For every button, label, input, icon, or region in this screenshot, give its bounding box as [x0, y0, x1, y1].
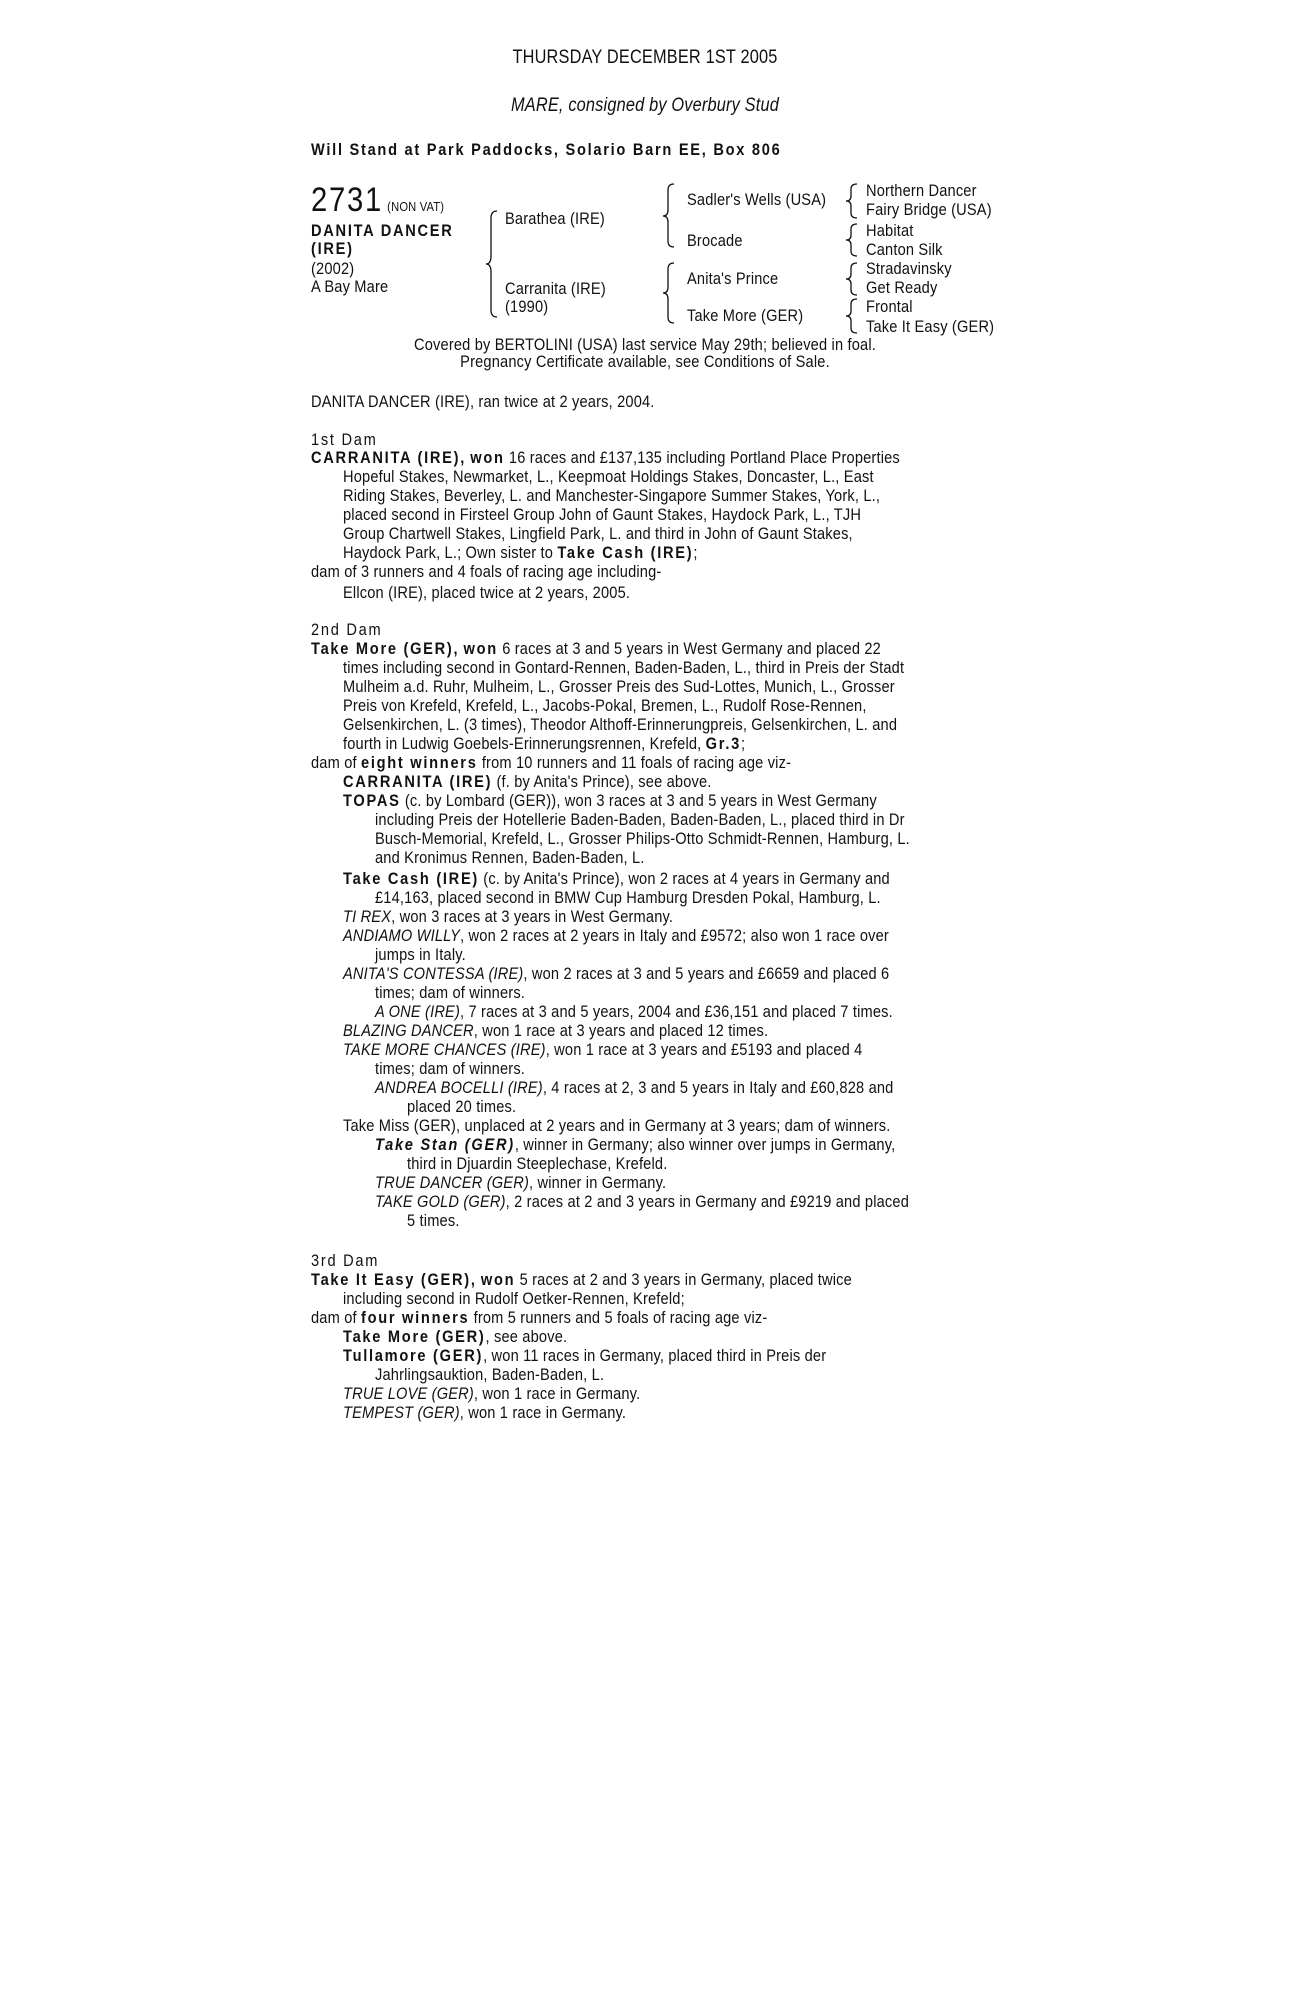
- second-dam-line2: times including second in Gontard-Rennen, Baden-Baden, L., third in Preis der Stadt: [343, 658, 905, 677]
- produce-ti-rex: [343, 907, 673, 926]
- first-dam-heading: 1st Dam: [311, 430, 378, 449]
- pedigree-dam-dam: Take More (GER): [687, 306, 804, 325]
- produce-name: TAKE GOLD (GER): [375, 1192, 506, 1211]
- pedigree-ggdam-2: Canton Silk: [866, 240, 943, 259]
- pedigree-brace-gg3: [846, 262, 858, 296]
- second-dam-line6-end: ;: [741, 734, 746, 753]
- produce-andrea-bocelli-line2: placed 20 times.: [407, 1097, 517, 1116]
- dam-of-label: dam of: [311, 753, 357, 772]
- produce-text: , see above.: [485, 1327, 568, 1346]
- winners-count: eight winners: [360, 753, 478, 772]
- produce-name: BLAZING DANCER: [343, 1021, 474, 1040]
- pedigree-brace-gg1: [846, 183, 858, 219]
- pedigree-ggdam-3: Get Ready: [866, 278, 938, 297]
- produce-text: (c. by Anita's Prince), won 2 races at 4 years in Germany and: [483, 869, 890, 888]
- second-dam-heading: 2nd Dam: [311, 620, 383, 639]
- produce-name: A ONE (IRE): [375, 1002, 461, 1021]
- pedigree-brace-gg2: [846, 223, 858, 257]
- produce-a-one: [375, 1002, 893, 1021]
- second-dam-line6-text: fourth in Ludwig Goebels-Erinnerungsrennen, Krefeld,: [343, 734, 702, 753]
- second-dam-line1: [311, 639, 881, 658]
- produce-text: , 2 races at 2 and 3 years in Germany and £9219 and placed: [505, 1192, 910, 1211]
- produce-name: ANDIAMO WILLY: [343, 926, 461, 945]
- second-dam-line3: Mulheim a.d. Ruhr, Mulheim, L., Grosser Preis des Sud-Lottes, Munich, L., Grosser: [343, 677, 895, 696]
- won-label: won: [463, 639, 498, 658]
- produce-anitas-contessa-line2: times; dam of winners.: [375, 983, 526, 1002]
- produce-topas-line4: and Kronimus Rennen, Baden-Baden, L.: [375, 848, 645, 867]
- produce-take-stan: [375, 1135, 895, 1154]
- produce-andiamo-willy: [343, 926, 889, 945]
- third-dam-line1: [311, 1270, 852, 1289]
- produce-text: , won 1 race in Germany.: [459, 1403, 627, 1422]
- consignment-line: MARE, consigned by Overbury Stud: [511, 95, 779, 116]
- produce-text: , won 11 races in Germany, placed third in Preis der: [483, 1346, 827, 1365]
- own-sister-name: Take Cash (IRE): [557, 543, 694, 562]
- produce-name: TAKE MORE CHANCES (IRE): [343, 1040, 546, 1059]
- first-dam-line1: [311, 448, 900, 467]
- third-dam-line2: including second in Rudolf Oetker-Rennen, Krefeld;: [343, 1289, 685, 1308]
- produce-text: , 7 races at 3 and 5 years, 2004 and £36,151 and placed 7 times.: [460, 1002, 893, 1021]
- horse-name-suffix: (IRE): [311, 239, 354, 258]
- winners-count: four winners: [360, 1308, 470, 1327]
- horse-name: DANITA DANCER: [311, 221, 454, 240]
- pedigree-brace-gg4: [846, 298, 858, 334]
- produce-name: Tullamore (GER): [343, 1346, 484, 1365]
- second-dam-line6: [343, 734, 745, 753]
- produce-tullamore: [343, 1346, 826, 1365]
- pedigree-brace-sire-dam: [486, 210, 498, 318]
- produce-topas-line3: Busch-Memorial, Krefeld, L., Grosser Philips-Otto Schmidt-Rennen, Hamburg, L.: [375, 829, 910, 848]
- dam-of-label: dam of: [311, 1308, 357, 1327]
- location-line: Will Stand at Park Paddocks, Solario Barn EE, Box 806: [311, 140, 782, 159]
- first-dam-name: CARRANITA (IRE),: [311, 448, 467, 467]
- produce-text: , 4 races at 2, 3 and 5 years in Italy and £60,828 and: [542, 1078, 894, 1097]
- dam-of-rest: from 5 runners and 5 foals of racing age viz-: [473, 1308, 768, 1327]
- produce-text: , winner in Germany; also winner over jumps in Germany,: [514, 1135, 896, 1154]
- second-dam-produce-summary: [311, 753, 791, 772]
- first-dam-line6-end: ;: [693, 543, 698, 562]
- produce-name: TRUE LOVE (GER): [343, 1384, 474, 1403]
- first-dam-line2: Hopeful Stakes, Newmarket, L., Keepmoat Holdings Stakes, Doncaster, L., East: [343, 467, 874, 486]
- produce-name: TI REX: [343, 907, 392, 926]
- first-dam-line6-text: Haydock Park, L.; Own sister to: [343, 543, 554, 562]
- vat-status: (NON VAT): [387, 199, 445, 214]
- produce-text: , won 1 race in Germany.: [473, 1384, 641, 1403]
- pedigree-ggsire-1: Northern Dancer: [866, 181, 977, 200]
- first-dam-produce-summary: dam of 3 runners and 4 foals of racing age including-: [311, 562, 662, 581]
- produce-topas: [343, 791, 877, 810]
- pedigree-sire: Barathea (IRE): [505, 209, 605, 228]
- pedigree-brace-dam-line: [663, 262, 675, 324]
- foaling-year: (2002): [311, 259, 355, 278]
- produce-take-cash-line2: £14,163, placed second in BMW Cup Hamburg Dresden Pokal, Hamburg, L.: [375, 888, 881, 907]
- third-dam-name: Take It Easy (GER),: [311, 1270, 477, 1289]
- produce-blazing-dancer: [343, 1021, 768, 1040]
- horse-record: DANITA DANCER (IRE), ran twice at 2 years, 2004.: [311, 392, 655, 411]
- produce-name: CARRANITA (IRE): [343, 772, 493, 791]
- pedigree-ggsire-3: Stradavinsky: [866, 259, 952, 278]
- first-dam-line3: Riding Stakes, Beverley, L. and Manchester-Singapore Summer Stakes, York, L.,: [343, 486, 881, 505]
- third-dam-heading: 3rd Dam: [311, 1251, 380, 1270]
- won-label: won: [480, 1270, 516, 1289]
- produce-name: TRUE DANCER (GER): [375, 1173, 530, 1192]
- cover-note: Covered by BERTOLINI (USA) last service May 29th; believed in foal.: [414, 335, 876, 354]
- produce-name: TEMPEST (GER): [343, 1403, 460, 1422]
- pedigree-ggsire-2: Habitat: [866, 221, 914, 240]
- produce-take-cash: [343, 869, 890, 888]
- sale-date: THURSDAY DECEMBER 1ST 2005: [512, 47, 778, 68]
- lot-heading: [311, 182, 444, 218]
- produce-tullamore-line2: Jahrlingsauktion, Baden-Baden, L.: [375, 1365, 605, 1384]
- pedigree-ggsire-4: Frontal: [866, 297, 913, 316]
- produce-andiamo-willy-line2: jumps in Italy.: [375, 945, 466, 964]
- produce-take-stan-line2: third in Djuardin Steeplechase, Krefeld.: [407, 1154, 668, 1173]
- dam-of-rest: from 10 runners and 11 foals of racing age viz-: [481, 753, 792, 772]
- second-dam-text: 6 races at 3 and 5 years in West Germany and placed 22: [502, 639, 881, 658]
- produce-name: Take Stan (GER): [375, 1135, 515, 1154]
- first-dam-text: 16 races and £137,135 including Portland Place Properties: [508, 448, 900, 467]
- produce-take-gold-line2: 5 times.: [407, 1211, 460, 1230]
- produce-text: , won 2 races at 3 and 5 years and £6659 and placed 6: [523, 964, 890, 983]
- produce-name: Take Cash (IRE): [343, 869, 480, 888]
- produce-name: ANDREA BOCELLI (IRE): [375, 1078, 543, 1097]
- produce-take-miss: Take Miss (GER), unplaced at 2 years and in Germany at 3 years; dam of winners.: [343, 1116, 891, 1135]
- produce-text: , won 1 race at 3 years and placed 12 times.: [473, 1021, 769, 1040]
- third-dam-text: 5 races at 2 and 3 years in Germany, placed twice: [519, 1270, 852, 1289]
- won-label: won: [470, 448, 505, 467]
- produce-take-more-chances-line2: times; dam of winners.: [375, 1059, 526, 1078]
- lot-number: 2731: [311, 181, 383, 219]
- first-dam-produce-1: Ellcon (IRE), placed twice at 2 years, 2005.: [343, 583, 631, 602]
- produce-name: ANITA'S CONTESSA (IRE): [343, 964, 524, 983]
- produce-carranita: [343, 772, 712, 791]
- pedigree-sire-dam: Brocade: [687, 231, 743, 250]
- first-dam-line5: Group Chartwell Stakes, Lingfield Park, L. and third in John of Gaunt Stakes,: [343, 524, 853, 543]
- produce-andrea-bocelli: [375, 1078, 893, 1097]
- pedigree-ggdam-1: Fairy Bridge (USA): [866, 200, 992, 219]
- produce-text: , won 3 races at 3 years in West Germany.: [391, 907, 674, 926]
- produce-take-more: [343, 1327, 567, 1346]
- produce-name: TOPAS: [343, 791, 401, 810]
- produce-take-more-chances: [343, 1040, 862, 1059]
- produce-text: , won 1 race at 3 years and £5193 and placed 4: [545, 1040, 863, 1059]
- pedigree-brace-sire-line: [663, 183, 675, 249]
- third-dam-produce-summary: [311, 1308, 767, 1327]
- produce-true-dancer: [375, 1173, 666, 1192]
- pedigree-ggdam-4: Take It Easy (GER): [866, 317, 995, 336]
- second-dam-line5: Gelsenkirchen, L. (3 times), Theodor Althoff-Erinnerungpreis, Gelsenkirchen, L. and: [343, 715, 898, 734]
- pedigree-dam-year: (1990): [505, 297, 549, 316]
- race-grade: Gr.3: [705, 734, 742, 753]
- first-dam-line4: placed second in Firsteel Group John of Gaunt Stakes, Haydock Park, L., TJH: [343, 505, 862, 524]
- produce-name: Take More (GER): [343, 1327, 486, 1346]
- produce-text: (c. by Lombard (GER)), won 3 races at 3 and 5 years in West Germany: [404, 791, 877, 810]
- produce-take-gold: [375, 1192, 909, 1211]
- horse-description: A Bay Mare: [311, 277, 389, 296]
- produce-topas-line2: including Preis der Hotellerie Baden-Baden, Baden-Baden, L., placed third in Dr: [375, 810, 905, 829]
- produce-text: , won 2 races at 2 years in Italy and £9572; also won 1 race over: [460, 926, 889, 945]
- produce-tempest: [343, 1403, 626, 1422]
- second-dam-name: Take More (GER),: [311, 639, 460, 658]
- produce-true-love: [343, 1384, 640, 1403]
- second-dam-line4: Preis von Krefeld, Krefeld, L., Jacobs-Pokal, Bremen, L., Rudolf Rose-Rennen,: [343, 696, 867, 715]
- produce-text: (f. by Anita's Prince), see above.: [496, 772, 712, 791]
- produce-anitas-contessa: [343, 964, 889, 983]
- pedigree-dam: Carranita (IRE): [505, 279, 606, 298]
- pregnancy-note: Pregnancy Certificate available, see Conditions of Sale.: [460, 352, 830, 371]
- produce-text: , winner in Germany.: [529, 1173, 667, 1192]
- pedigree-sire-sire: Sadler's Wells (USA): [687, 190, 827, 209]
- first-dam-line6: [343, 543, 698, 562]
- pedigree-dam-sire: Anita's Prince: [687, 269, 779, 288]
